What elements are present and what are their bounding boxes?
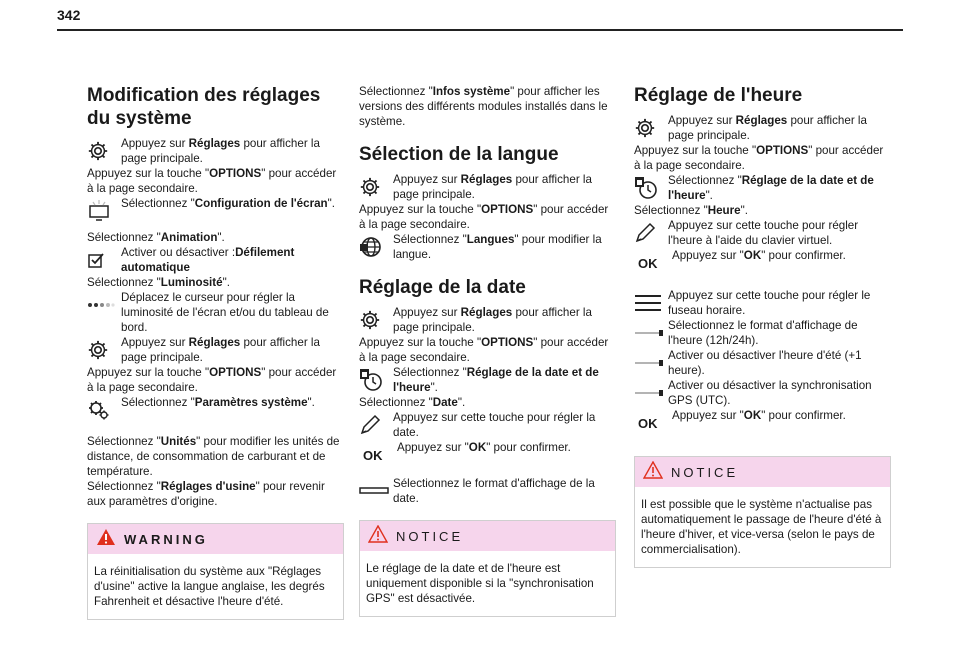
gear-icon bbox=[87, 136, 121, 166]
pencil-icon bbox=[359, 410, 393, 440]
warning-triangle-icon bbox=[96, 528, 116, 550]
notice-triangle-icon bbox=[368, 525, 388, 547]
gear-icon bbox=[87, 335, 121, 365]
step-row bbox=[87, 245, 344, 275]
step-text: Sélectionnez "Date". bbox=[359, 396, 466, 409]
step-text: Activer ou désactiver :Défilement automatique bbox=[121, 246, 295, 274]
step-text: Sélectionnez "Configuration de l'écran". bbox=[121, 197, 335, 210]
warning-text: La réinitialisation du système aux "Réglages d'usine" active la langue anglaise, les degrés Fahrenheit et désactive l'heure d'été. bbox=[94, 565, 325, 608]
step-row bbox=[359, 410, 616, 440]
section-title-time: Réglage de l'heure bbox=[634, 85, 803, 106]
step-row bbox=[87, 335, 344, 365]
step-text: Sélectionnez "Luminosité". bbox=[87, 276, 230, 289]
step-text: Sélectionnez "Réglage de la date et de l'heure". bbox=[668, 174, 874, 202]
column-3 bbox=[634, 84, 891, 568]
checkbox-icon bbox=[87, 245, 121, 275]
section-title-date: Réglage de la date bbox=[359, 277, 526, 298]
screen-brightness-icon bbox=[87, 196, 121, 226]
menu-lines-icon bbox=[634, 288, 668, 318]
calendar-clock-icon bbox=[359, 365, 393, 395]
step-row bbox=[634, 248, 891, 278]
step-text: Sélectionnez "Animation". bbox=[87, 231, 225, 244]
column-1 bbox=[87, 84, 344, 620]
notice-title: NOTICE bbox=[671, 464, 739, 480]
ok-icon: OK bbox=[363, 447, 383, 463]
step-text: Appuyez sur Réglages pour afficher la page principale. bbox=[393, 173, 592, 201]
step-text: Sélectionnez "Langues" pour modifier la langue. bbox=[393, 233, 602, 261]
step-row bbox=[87, 290, 344, 335]
gear-icon bbox=[634, 113, 668, 143]
step-text: Appuyez sur cette touche pour régler le fuseau horaire. bbox=[668, 289, 871, 317]
column-2 bbox=[359, 84, 616, 617]
step-text: Activer ou désactiver l'heure d'été (+1 heure). bbox=[668, 349, 862, 377]
step-row bbox=[359, 172, 616, 202]
gear-icon bbox=[359, 172, 393, 202]
warning-title: WARNING bbox=[124, 531, 208, 547]
step-text: Appuyez sur la touche "OPTIONS" pour accéder à la page secondaire. bbox=[87, 366, 337, 394]
step-text: Appuyez sur Réglages pour afficher la page principale. bbox=[121, 336, 320, 364]
warning-box bbox=[87, 523, 344, 620]
slider-dots-icon bbox=[87, 290, 121, 320]
notice-title: NOTICE bbox=[396, 528, 464, 544]
step-row bbox=[359, 365, 616, 395]
step-text: Appuyez sur "OK" pour confirmer. bbox=[397, 441, 571, 454]
step-text: Sélectionnez "Infos système" pour afficher les versions des différents modules installés dans le système. bbox=[359, 85, 608, 128]
notice-box-time bbox=[634, 456, 891, 568]
toggle-switch-icon bbox=[634, 378, 668, 408]
notice-box-date bbox=[359, 520, 616, 617]
toggle-switch-icon bbox=[634, 348, 668, 378]
double-gear-icon bbox=[87, 395, 121, 425]
step-text: Activer ou désactiver la synchronisation GPS (UTC). bbox=[668, 379, 872, 407]
step-text: Appuyez sur Réglages pour afficher la page principale. bbox=[393, 306, 592, 334]
language-icon bbox=[359, 232, 393, 262]
ok-icon: OK bbox=[638, 255, 658, 271]
step-row bbox=[634, 288, 891, 318]
notice-header bbox=[635, 457, 890, 487]
format-toggle-icon bbox=[359, 476, 393, 506]
step-text: Sélectionnez "Heure". bbox=[634, 204, 748, 217]
step-row bbox=[634, 113, 891, 143]
step-text: Appuyez sur la touche "OPTIONS" pour accéder à la page secondaire. bbox=[87, 167, 337, 195]
gear-icon bbox=[359, 305, 393, 335]
step-row bbox=[634, 378, 891, 408]
step-text: Appuyez sur Réglages pour afficher la page principale. bbox=[121, 137, 320, 165]
step-text: Sélectionnez "Réglages d'usine" pour revenir aux paramètres d'origine. bbox=[87, 480, 325, 508]
step-row bbox=[87, 395, 344, 425]
step-row bbox=[634, 408, 891, 438]
header-rule bbox=[57, 29, 903, 31]
page-number: 342 bbox=[57, 7, 81, 23]
notice-text: Il est possible que le système n'actualise pas automatiquement le passage de l'heure d'été à l'heure d'hiver, et vice-versa (selon le pays de commercialisation). bbox=[641, 498, 882, 556]
section-title-system: Modification des réglages du système bbox=[87, 85, 321, 129]
step-text: Appuyez sur la touche "OPTIONS" pour accéder à la page secondaire. bbox=[359, 203, 609, 231]
section-title-language: Sélection de la langue bbox=[359, 144, 559, 165]
step-row bbox=[634, 318, 891, 348]
warning-header bbox=[88, 524, 343, 554]
step-text: Appuyez sur "OK" pour confirmer. bbox=[672, 249, 846, 262]
step-row bbox=[87, 196, 344, 226]
step-row bbox=[359, 440, 616, 470]
step-text: Appuyez sur cette touche pour régler la date. bbox=[393, 411, 596, 439]
step-text: Appuyez sur cette touche pour régler l'heure à l'aide du clavier virtuel. bbox=[668, 219, 859, 247]
step-text: Sélectionnez "Unités" pour modifier les unités de distance, de consommation de carburant et de température. bbox=[87, 435, 340, 478]
notice-text: Le réglage de la date et de l'heure est uniquement disponible si la "synchronisation GPS" est désactivée. bbox=[366, 562, 594, 605]
step-text: Appuyez sur la touche "OPTIONS" pour accéder à la page secondaire. bbox=[359, 336, 609, 364]
step-text: Déplacez le curseur pour régler la luminosité de l'écran et/ou du tableau de bord. bbox=[121, 291, 329, 334]
step-text: Sélectionnez "Réglage de la date et de l'heure". bbox=[393, 366, 599, 394]
notice-triangle-icon bbox=[643, 461, 663, 483]
step-text: Appuyez sur Réglages pour afficher la page principale. bbox=[668, 114, 867, 142]
calendar-clock-icon bbox=[634, 173, 668, 203]
step-row bbox=[359, 232, 616, 262]
toggle-switch-icon bbox=[634, 318, 668, 348]
step-text: Appuyez sur la touche "OPTIONS" pour accéder à la page secondaire. bbox=[634, 144, 884, 172]
notice-header bbox=[360, 521, 615, 551]
step-row bbox=[634, 218, 891, 248]
step-row bbox=[634, 173, 891, 203]
step-row bbox=[359, 305, 616, 335]
step-row bbox=[359, 476, 616, 506]
step-text: Sélectionnez "Paramètres système". bbox=[121, 396, 315, 409]
step-row bbox=[634, 348, 891, 378]
step-row bbox=[87, 136, 344, 166]
step-text: Appuyez sur "OK" pour confirmer. bbox=[672, 409, 846, 422]
step-text: Sélectionnez le format d'affichage de la date. bbox=[393, 477, 595, 505]
step-text: Sélectionnez le format d'affichage de l'heure (12h/24h). bbox=[668, 319, 858, 347]
ok-icon: OK bbox=[638, 415, 658, 431]
pencil-icon bbox=[634, 218, 668, 248]
